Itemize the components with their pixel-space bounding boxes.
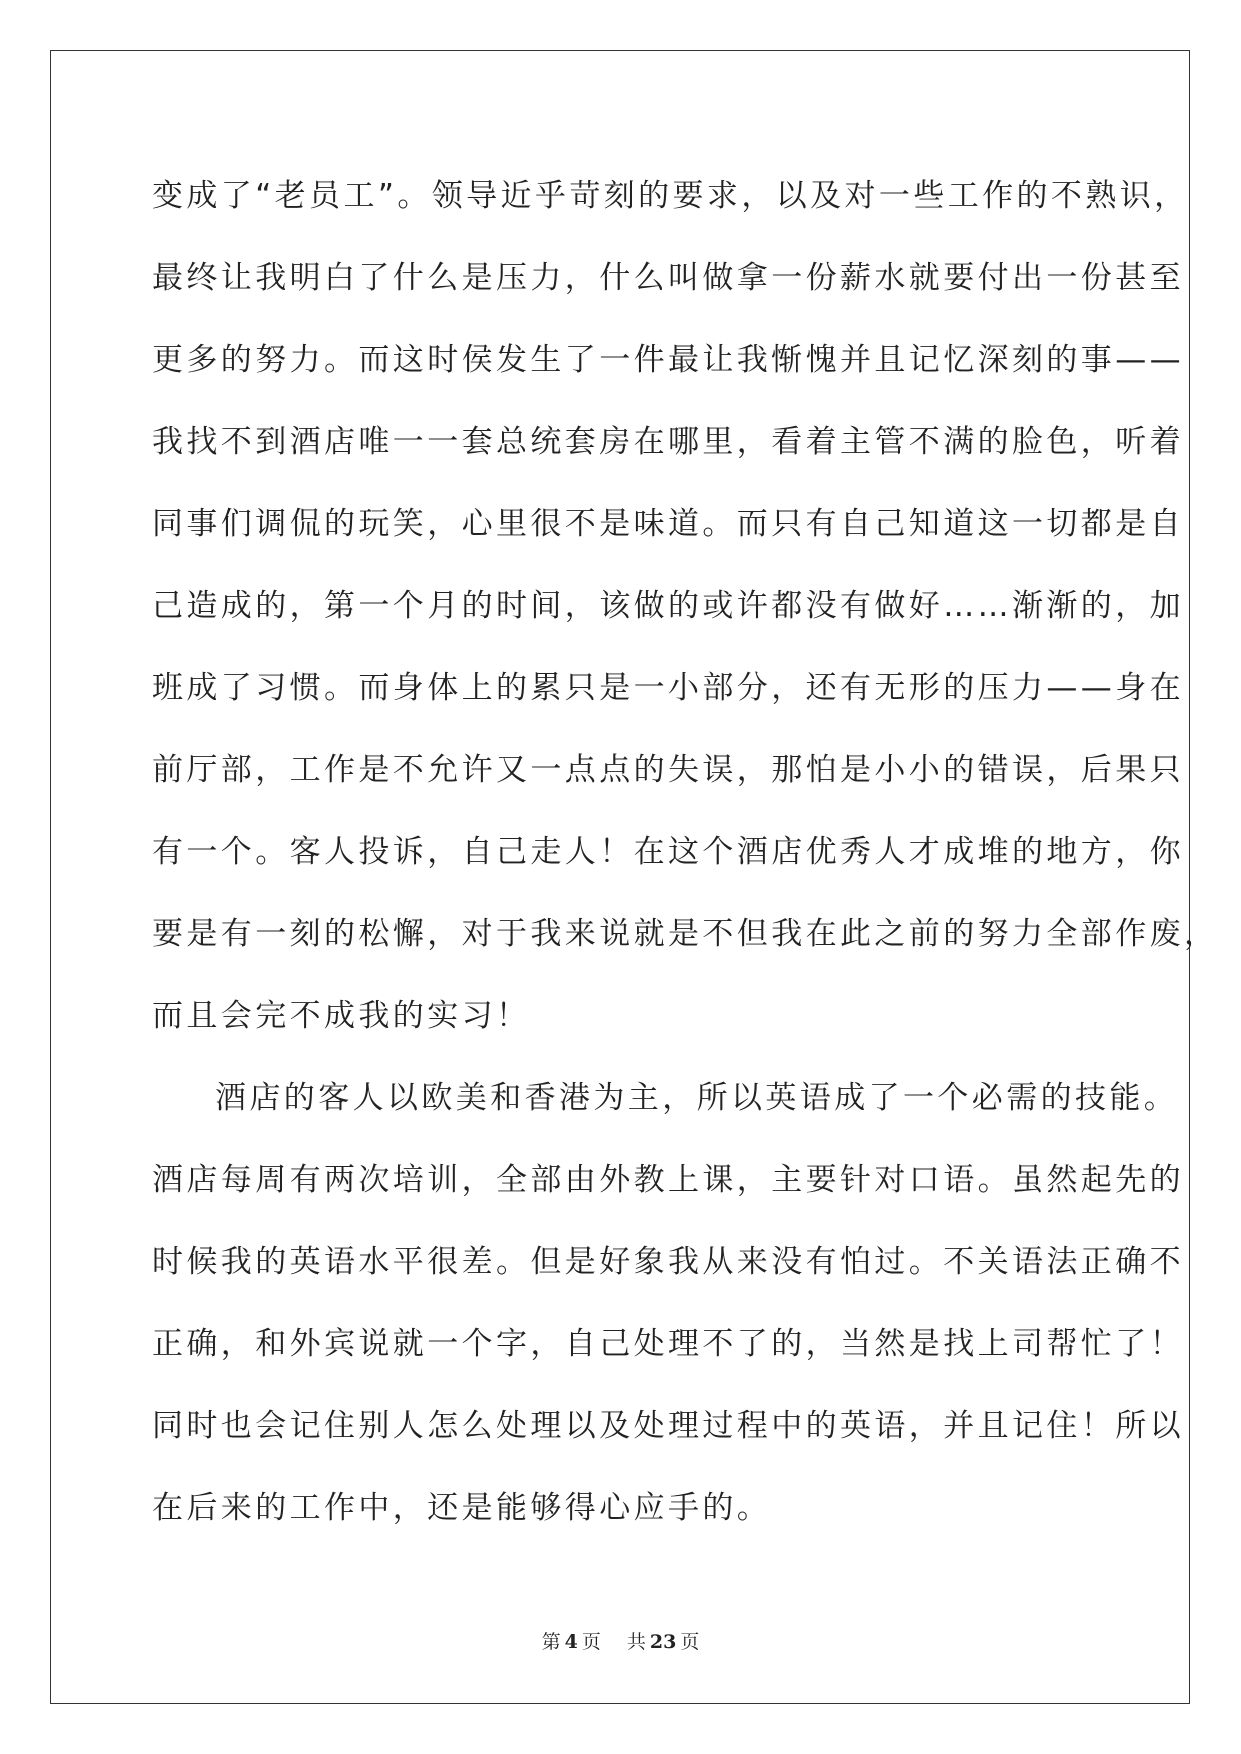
- text-line: 变成了“老员工”。领导近乎苛刻的要求，以及对一些工作的不熟识，: [152, 178, 1189, 214]
- text-line: 有一个。客人投诉，自己走人！在这个酒店优秀人才成堆的地方，你: [152, 834, 1184, 870]
- text-line: 前厅部，工作是不允许又一点点的失误，那怕是小小的错误，后果只: [152, 752, 1184, 788]
- text-line: 最终让我明白了什么是压力，什么叫做拿一份薪水就要付出一份甚至: [152, 260, 1184, 296]
- document-body: [152, 166, 1219, 1560]
- text-line: 班成了习惯。而身体上的累只是一小部分，还有无形的压力——身在: [152, 670, 1184, 706]
- text-line: 要是有一刻的松懈，对于我来说就是不但我在此之前的努力全部作废，: [152, 916, 1219, 952]
- page-suffix: 页: [581, 1631, 601, 1653]
- text-line: 而且会完不成我的实习！: [152, 998, 531, 1034]
- text-line: 在后来的工作中，还是能够得心应手的。: [152, 1490, 772, 1526]
- text-line: 时候我的英语水平很差。但是好象我从来没有怕过。不关语法正确不: [152, 1244, 1184, 1280]
- total-pages: 23: [649, 1631, 677, 1653]
- page-prefix: 第: [541, 1631, 561, 1653]
- text-line: 正确，和外宾说就一个字，自己处理不了的，当然是找上司帮忙了！: [152, 1326, 1184, 1362]
- text-line: 更多的努力。而这时侯发生了一件最让我惭愧并且记忆深刻的事——: [152, 342, 1184, 378]
- text-line: 己造成的，第一个月的时间，该做的或许都没有做好……渐渐的，加: [152, 588, 1184, 624]
- text-line: 酒店每周有两次培训，全部由外教上课，主要针对口语。虽然起先的: [152, 1162, 1184, 1198]
- text-line: 同事们调侃的玩笑，心里很不是味道。而只有自己知道这一切都是自: [152, 506, 1184, 542]
- page-footer: [0, 1627, 1241, 1654]
- page-number: 4: [564, 1631, 578, 1653]
- text-line: 同时也会记住别人怎么处理以及处理过程中的英语，并且记住！所以: [152, 1408, 1184, 1444]
- total-prefix: 共: [626, 1631, 646, 1653]
- text-line: 我找不到酒店唯一一套总统套房在哪里，看着主管不满的脸色，听着: [152, 424, 1184, 460]
- text-line: 酒店的客人以欧美和香港为主，所以英语成了一个必需的技能。: [215, 1080, 1179, 1116]
- total-suffix: 页: [680, 1631, 700, 1653]
